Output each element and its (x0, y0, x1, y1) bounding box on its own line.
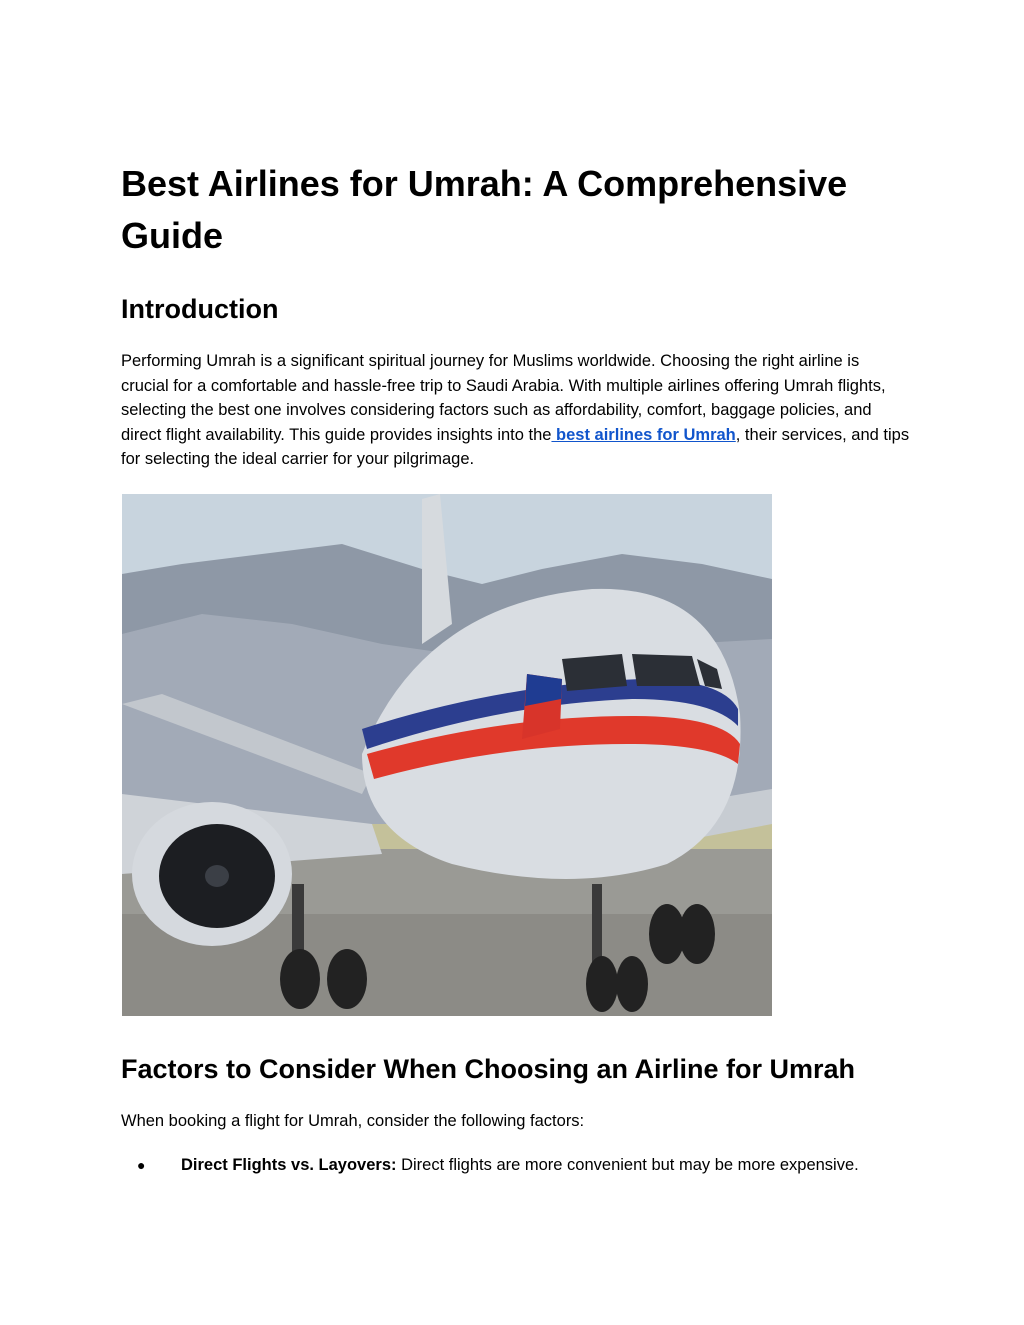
airplane-illustration (122, 494, 772, 1016)
intro-text-before-link: Performing Umrah is a significant spiritual journey for Muslims worldwide. Choosing the right airline is crucial for a comfortable and hassle-free trip to Saudi Arabia. With multiple airlines offering Umrah flights, selecting the best one involves considering factors such as affordability, comfort, baggage policies, and direct flight availability. This guide provides insights into the (121, 352, 886, 444)
list-item-text: Direct flights are more convenient but may be more expensive. (396, 1156, 859, 1174)
introduction-heading: Introduction (121, 294, 279, 324)
intro-text-after-link: , their services, and tips for selecting the ideal carrier for your pilgrimage. (121, 425, 910, 469)
list-item-label: Direct Flights vs. Layovers: (181, 1156, 397, 1174)
bullet-icon: ● (137, 1157, 146, 1173)
factors-heading: Factors to Consider When Choosing an Airline for Umrah (121, 1054, 856, 1084)
document-title: Best Airlines for Umrah: A Comprehensive Guide (121, 163, 848, 256)
factors-intro-paragraph: When booking a flight for Umrah, consider the following factors: (121, 1112, 585, 1130)
list-item (121, 1153, 911, 1178)
factors-list (121, 1153, 911, 1178)
best-airlines-link[interactable]: best airlines for Umrah (551, 425, 736, 444)
introduction-paragraph (121, 349, 911, 472)
airplane-photo (122, 494, 772, 1016)
